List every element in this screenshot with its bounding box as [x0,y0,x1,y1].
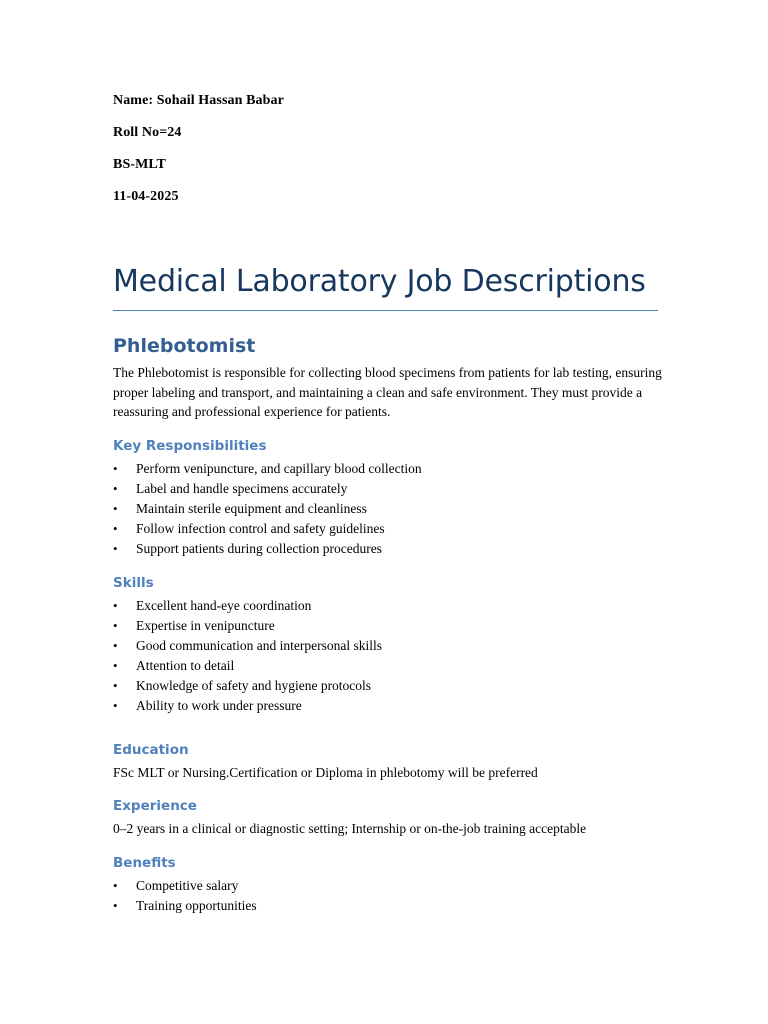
list-item: • Attention to detail [113,656,658,676]
education-heading: Education [113,741,189,758]
list-item: • Maintain sterile equipment and cleanliness [113,499,658,519]
list-item: • Ability to work under pressure [113,696,658,716]
list-item: • Knowledge of safety and hygiene protocols [113,676,658,696]
bullet-icon: • [113,877,118,893]
list-item: • Support patients during collection procedures [113,539,658,559]
program: BS-MLT [113,157,166,172]
experience-text: 0–2 years in a clinical or diagnostic setting; Internship or on-the-job training acceptable [113,821,587,836]
list-item: • Perform venipuncture, and capillary blood collection [113,459,658,479]
bullet-icon: • [113,597,118,613]
bullet-icon: • [113,500,118,516]
benefits-list [113,876,658,916]
bullet-icon: • [113,637,118,653]
list-item: • Label and handle specimens accurately [113,479,658,499]
education-text: FSc MLT or Nursing.Certification or Diploma in phlebotomy will be preferred [113,764,538,780]
role-title: Phlebotomist [113,335,256,357]
experience-heading: Experience [113,798,197,814]
student-name: Name: Sohail Hassan Babar [113,93,284,108]
bullet-icon: • [113,460,118,476]
list-item: • Follow infection control and safety guidelines [113,519,658,539]
role-summary: The Phlebotomist is responsible for collecting blood specimens from patients for lab testing, ensuring proper labeling and transport, and maintaining a clean and safe environment. They must provide a reassuring and professional experience for patients. [113,365,662,419]
list-item: • Training opportunities [113,896,658,916]
bullet-icon: • [113,697,118,713]
benefits-heading: Benefits [113,854,176,871]
bullet-icon: • [113,480,118,496]
list-item: • Competitive salary [113,876,658,896]
skills-list [113,596,658,716]
document-title: Medical Laboratory Job Descriptions [113,264,646,299]
bullet-icon: • [113,657,118,673]
bullet-icon: • [113,617,118,633]
roll-number: Roll No=24 [113,125,182,140]
responsibilities-heading: Key Responsibilities [113,437,267,454]
document-page [113,92,662,916]
skills-heading: Skills [113,574,154,591]
list-item: • Excellent hand-eye coordination [113,596,658,616]
bullet-icon: • [113,540,118,556]
responsibilities-list [113,459,658,559]
spacer [113,716,658,740]
bullet-icon: • [113,520,118,536]
bullet-icon: • [113,677,118,693]
list-item: • Good communication and interpersonal skills [113,636,658,656]
list-item: • Expertise in venipuncture [113,616,658,636]
bullet-icon: • [113,897,118,913]
title-underline [113,310,658,311]
document-date: 11-04-2025 [113,189,179,204]
